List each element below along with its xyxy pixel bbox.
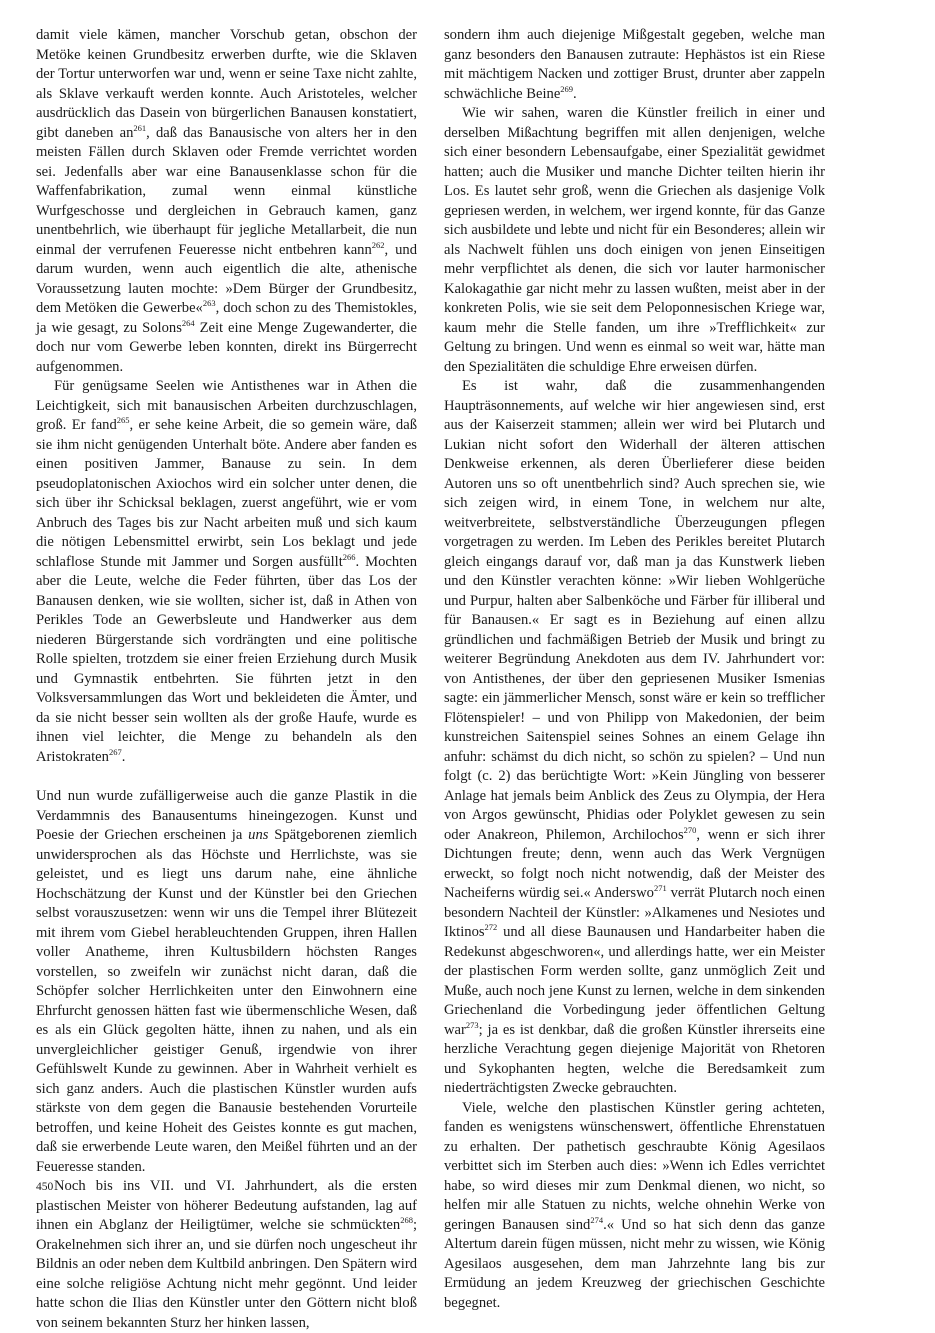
- footnote-ref[interactable]: 266: [342, 551, 356, 562]
- footnote-ref[interactable]: 263: [202, 298, 216, 308]
- left-column: [36, 26, 417, 1333]
- footnote-ref[interactable]: 274: [590, 1214, 604, 1225]
- paragraph: Viele, welche den plastischen Künstler gering achteten, fanden es wenigstens wünschenswert, öffentliche Ehrenstatuen zu erhalten. Der pathetisch geschraubte König Agesilaos verbittet sich im Sterben auch dies: »Wenn ich Edles verrichtet habe, so wird dieses mir zum Denkmal dienen, wo nicht, so helfen mir alle Statuen zu nichts, welche ohnehin Werke von geringen Banausen sind$^{274}$.« Und so hat sich denn das ganze Altertum darein fügen müssen, nicht mehr zu wissen, wie König Agesilaos ausgesehen, dem man Jahrzehnte lang bis zur Ermüdung an jedem Kreuzweg der griechischen Geschichte begegnet.: [444, 1099, 826, 1311]
- footnote-ref[interactable]: 261: [133, 122, 147, 133]
- footnote-ref[interactable]: 265: [116, 415, 130, 425]
- footnote-ref[interactable]: 269: [560, 83, 574, 94]
- paragraph: Es ist wahr, daß die zusammenhangenden Haupträsonnements, auf welche wir hier angewiesen sind, erst aus der Kaiserzeit stammen; allein wer wird bei Plutarch und Lukian nicht sofort den Widerhall der älteren attischen Denkweise erkennen, als deren Überlieferer diese beiden Autoren uns so oft unentbehrlich sind? Auch sprechen sie, wie sich zeigen wird, in einem Tone, in welchem nur alte, weitverbreitete, selbstverständliche Überzeugungen pflegen vorgetragen zu werden. Im Leben des Perikles bereitet Plutarch gleich eingangs darauf vor, daß man ja das Kunstwerk lieben und den Künstler verachten könne: »Wir lieben Wohlgerüche und Purpur, halten aber Salbenköche und Färber für illiberal und für Banausen.« Er sagt es in Beziehung auf einen allzu gründlichen und fachmäßigen Betrieb der Musik und bringt zu weiterer Begründung Anekdoten aus dem IV. Jahrhundert vor: von Antisthenes, der über den gepriesenen Musiker Ismenias sagte: ein jämmerlicher Mensch, sonst wäre er kein so trefflicher Flötenspieler! – und von Philipp von Makedonien, der beim kunstreichen Saitenspiel seines Sohnes an einem Gelage ihn anfuhr: schämst du dich nicht, so schön zu spielen? – Und nun folgt (c. 2) das berüchtigte Wort: »Kein Jüngling von besserer Anlage hat jemals beim Anblick des Zeus zu Olympia, der Hera von Argos gewünscht, Phidias oder Polyklet gewesen zu sein oder Anakreon, Philemon, Archilochos$^{270}$, wenn er sich ihrer Dichtungen freute; denn, wenn auch das Werk Vergnügen erweckt, so folgt noch nicht notwendig, daß der Meister des Nacheiferns würdig sei.« Anderswo$^{271}$ verrät Plutarch noch einen besondern Nachteil der Künstler: »Alkamenes und Nesiotes und Iktinos$^{272}$ und all diese Baunausen und Handarbeiter haben die Redekunst abgeschworen«, und allerdings hatte, wer ein Meister der plastischen Form werden sollte, ganz unmöglich Zeit und Muße, auch noch jene Kunst zu lernen, welche in dem sinkenden Griechenland die Vorbedingung jeder öffentlichen Geltung war$^{273}$; ja es ist denkbar, daß die großen Künstler ihrerseits eine herzliche Verachtung gegen diejenige Majorität von Rhetoren und Sykophanten hegten, welche die Beredsamkeit zum niederträchtigsten Zwecke gebrauchten.: [444, 378, 825, 1096]
- footnote-ref[interactable]: 264: [181, 317, 195, 328]
- emphasis: uns: [248, 827, 269, 843]
- page-number: 450: [36, 1181, 54, 1193]
- paragraph: sondern ihm auch diejenige Mißgestalt gegeben, welche man ganz besonders den Banausen zutraute: Hephästos ist ein Riese mit mächtigem Nacken und zottiger Brust, drunter aber zappeln schwächliche Beine$^{269}$.: [444, 27, 825, 102]
- paragraph: Und nun wurde zufälligerweise auch die ganze Plastik in die Verdammnis des Banausentums hineingezogen. Kunst und Poesie der Griechen erscheinen ja uns Spätgeborenen ziemlich unwidersprochen als das Höchste und Herrlichste, was sie geleistet, und es liegt uns darum nahe, eine ähnliche Hochschätzung der Kunst und der Künstler bei den Griechen selbst vorauszusetzen: wenn wir uns die Tempel ihrer Blütezeit mit ihrem vom Giebel herableuchtenden Gruppen, ihren Hallen voller Anatheme, ihren Kultusbildern höchsten Ranges vorstellen, so zweifeln wir zunächst nicht daran, daß die Schöpfer solcher Herrlichkeiten unter den Einwohnern eine Ehrfurcht genossen hätten fast wie übermenschliche Wesen, daß es als ein Glück gegolten hätte, ihnen zu nahen, und als ein unvergleichlicher geistiger Genuß, irgendwie von ihrer Gefühlswelt Kunde zu gewinnen. Aber in Wahrheit verhielt es sich ganz anders. Auch die plastischen Künstler wurden aufs stärkste von dem gegen die Banausie bestehenden Vorurteile betroffen, und keine Hoheit des Geistes konnte es gut machen, daß sie erwerbende Leute waren, den Meißel führten und an der Feueresse standen.: [36, 788, 418, 1175]
- footnote-ref[interactable]: 273: [465, 1019, 479, 1030]
- footnote-ref[interactable]: 262: [371, 239, 385, 250]
- footnote-ref[interactable]: 271: [653, 883, 667, 893]
- paragraph: Wie wir sahen, waren die Künstler freilich in einer und derselben Mißachtung begriffen mit allen denjenigen, welche sich einer besondern Lebensaufgabe, einer Spezialität gewidmet hatten; auch die Musiker und manche Dichter teilten hierin ihr Los. Es lautet sehr groß, wenn die Griechen als dasjenige Volk gepriesen werden, in welchem, wer irgend konnte, für das Ganze sich ausbildete und lebte und nicht für ein Besonderes; allein wir als Nachwelt fühlen uns doch einigen von jenen Einseitigen mehr verpflichtet als denen, die sich vor lauter harmonischer Kalokagathie gar nicht mehr zu lassen wußten, meist aber in der konkreten Polis, wie sie seit dem Peloponnesischen Kriege war, kaum mehr die Stelle fanden, um ihre »Trefflichkeit« zur Geltung zu bringen. Und wenn es einmal so weit war, hätte man den Spezialitäten die schuldige Ehre erweisen dürfen.: [444, 105, 825, 375]
- paragraph: damit viele kämen, mancher Vorschub getan, obschon der Metöke keinen Grundbesitz erwerben durfte, wie die Sklaven der Tortur unterworfen war und, wenn er seine Taxe nicht zahlte, als Sklave verkauft werden konnte. Auch Aristoteles, welcher ausdrücklich das Dasein von bürgerlichen Banausen konstatiert, gibt daneben $an^{261}$, daß das Banausische von alters her in den meisten Fällen durch Sklaven oder Fremde verrichtet worden sei. Jedenfalls aber war eine Banausenklasse schon für die Waffenfabrikation, zumal wenn einmal künstliche Wurfgeschosse und dergleichen in Gebrauch kamen, ganz unentbehrlich, wie überhaupt für jegliche Metallarbeit, die nun einmal der verrufenen Feueresse nicht entbehren kann$^{262}$, und darum wurden, wenn auch eigentlich die alte, athenische Voraussetzung lauten mochte: »Dem Bürger der Grundbesitz, dem Metöken die Gewerbe«$^{263}$, doch schon zu des Themistokles, ja wie gesagt, zu Solons$^{264}$ Zeit eine Menge Zugewanderter, die doch nur vom Gewerbe leben konnten, direkt ins Bürgerrecht aufgenommen.: [36, 27, 418, 375]
- footnote-ref[interactable]: 268: [400, 1215, 413, 1225]
- paragraph: Noch bis ins VII. und VI. Jahrhundert, als die ersten plastischen Meister von höherer Bedeutung aufstanden, lag auf ihnen ein Abglanz der Heiligtümer, welche sie schmückten$^{268}$; Orakelnehmen sich ihrer an, und sie dürfen noch ungescheut ihr Bildnis an oder neben dem Kultbild anbringen. Den Spätern wird eine solche religiöse Achtung nicht mehr gegönnt. Und leider hatte schon die Ilias den Künstler unter den Göttern nicht bloß von seinem bekannten Sturz her hinken lassen,: [36, 1178, 417, 1331]
- footnote-ref[interactable]: 272: [484, 922, 498, 932]
- footnote-ref[interactable]: 270: [683, 824, 697, 835]
- footnote-ref[interactable]: 267: [108, 746, 122, 757]
- right-column: [444, 26, 825, 1313]
- paragraph: Für genügsame Seelen wie Antisthenes war in Athen die Leichtigkeit, sich mit banausischen Arbeiten durchzuschlagen, groß. Er fand$^{265}$, er sehe keine Arbeit, die so gemein wäre, daß sie ihm nicht genügenden Unterhalt böte. Andere aber fanden es einen positiven Jammer, Banause zu sein. In dem pseudoplatonischen Axiochos wird ein solcher unter denen, die sich über ihr Schicksal beklagen, zuerst angeführt, wie er vom Anbruch des Tages bis zur Nacht arbeiten muß und sich kaum die nötigen Lebensmittel erwirbt, sein Los beklagt und jede schlaflose Stunde mit Jammer und Sorgen ausfüllt$^{266}$. Mochten aber die Leute, welche die Feder führten, über das Los der Banausen denken, wie sie wollten, sicher ist, daß in Athen von Perikles Tode an Gewerbsleute und Handwerker aus dem niederen Bürgerstande sich vordrängten und eine politische Rolle spielten, trotzdem sie einer freien Erziehung durch Musik und Gymnastik entbehrten. Sie führten jetzt in den Volksversammlungen das Wort und bekleideten die Ämter, und da sie nicht besser sein wollten als der große Haufe, wurde es ihnen viel leichter, die Menge zu behandeln als den Aristokraten$^{267}$.: [36, 378, 417, 765]
